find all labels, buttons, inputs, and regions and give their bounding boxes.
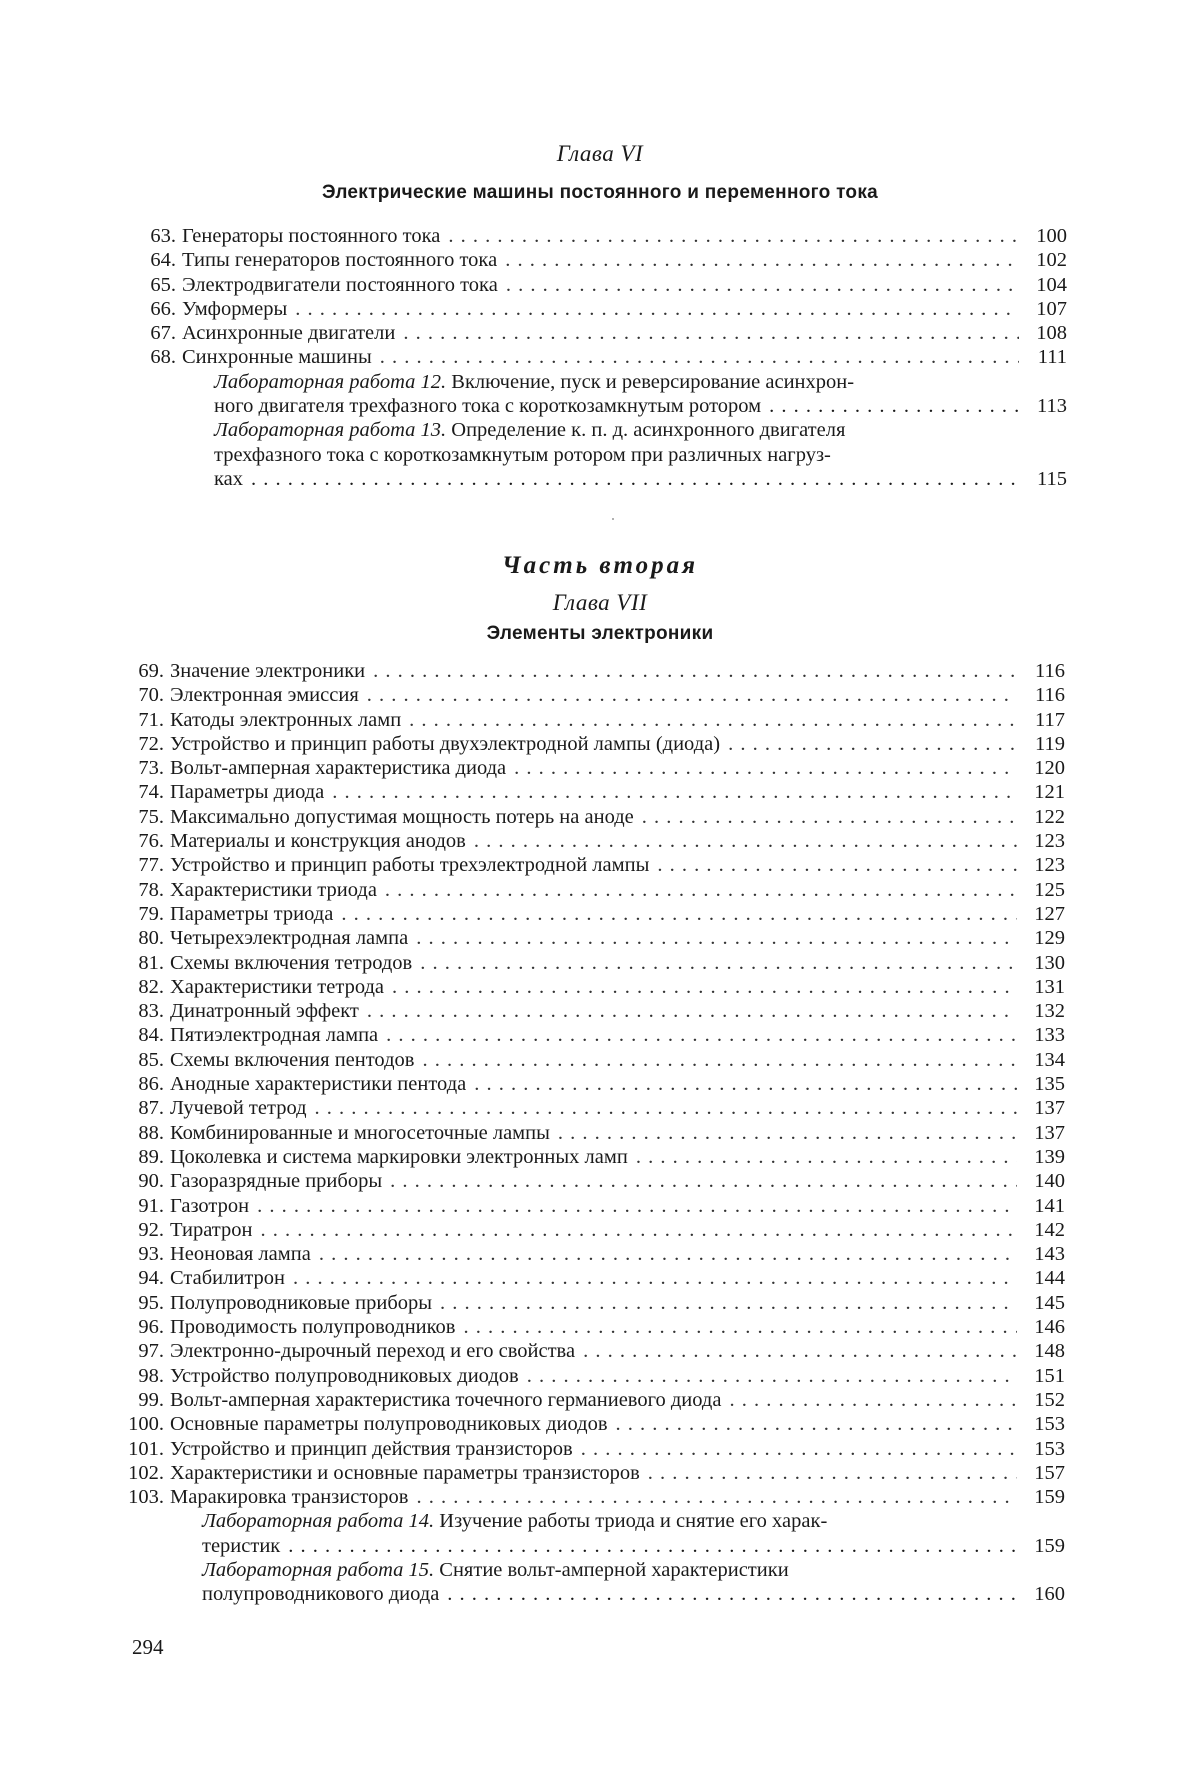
toc-entry-title: Характеристики и основные параметры транзисторов <box>170 1461 640 1484</box>
toc-entry-number: 97. <box>138 1340 164 1363</box>
toc-entry-title: Типы генераторов постоянного тока <box>182 249 498 272</box>
toc-entry-number: 100. <box>128 1413 164 1436</box>
toc-entry[interactable] <box>120 902 1065 926</box>
toc-entry-page: 125 <box>1034 878 1065 901</box>
toc-entry-page: 122 <box>1034 805 1065 828</box>
toc-entry-number: 103. <box>128 1486 164 1509</box>
toc-entry-title: Значение электроники <box>170 660 366 682</box>
toc-entry-title: Газотрон <box>170 1194 250 1217</box>
toc-entry-number: 96. <box>138 1316 164 1339</box>
leader-dots <box>648 1461 1017 1485</box>
chapter-7-title: Элементы электроники <box>486 623 714 644</box>
toc-entry-title: Стабилитрон <box>170 1267 285 1290</box>
toc-entry-title: Устройство и принцип действия транзисторов <box>170 1437 573 1460</box>
toc-entry-title: Лучевой тетрод <box>170 1097 307 1120</box>
toc-entry-title: Электродвигатели постоянного тока <box>182 273 498 296</box>
toc-entry-title: Генераторы постоянного тока <box>182 225 441 247</box>
leader-dots <box>295 297 1019 321</box>
toc-entry-title: Устройство и принцип работы двухэлектродной лампы (диода) <box>170 732 721 755</box>
toc-entry[interactable] <box>120 1315 1065 1339</box>
toc-entry-number: 69. <box>138 660 164 682</box>
leader-dots <box>422 1048 1017 1072</box>
toc-entry-page: 144 <box>1034 1267 1065 1290</box>
lab-work-13[interactable] <box>132 418 1067 491</box>
toc-entry-title: Четырехэлектродная лампа <box>170 927 409 950</box>
lab-line <box>214 394 1067 418</box>
toc-entry-title: Устройство и принцип работы трехэлектродной лампы <box>170 854 650 877</box>
toc-entry-number: 77. <box>138 854 164 877</box>
toc-entry-page: 127 <box>1034 902 1065 925</box>
toc-entry[interactable] <box>120 1412 1065 1436</box>
toc-entry[interactable] <box>132 321 1067 345</box>
toc-entry-page: 116 <box>1035 660 1065 682</box>
toc-entry-page: 159 <box>1034 1486 1065 1509</box>
toc-entry-number: 89. <box>138 1145 164 1168</box>
toc-entry-title: Материалы и конструкция анодов <box>170 830 466 853</box>
toc-entry[interactable] <box>120 829 1065 853</box>
toc-entry-page: 142 <box>1034 1218 1065 1241</box>
toc-entry[interactable] <box>120 780 1065 804</box>
toc-entry-page: 123 <box>1034 830 1065 853</box>
lab-title: Лабораторная работа 13. <box>214 419 447 442</box>
toc-entry-page: 129 <box>1034 927 1065 950</box>
lab-title: Лабораторная работа 14. <box>202 1510 435 1533</box>
toc-entry-page: 137 <box>1034 1097 1065 1120</box>
toc-entry-number: 68. <box>150 346 176 369</box>
toc-entry[interactable] <box>120 708 1065 732</box>
leader-dots <box>474 1072 1017 1096</box>
toc-entry-number: 88. <box>138 1121 164 1144</box>
toc-entry-title: Схемы включения тетродов <box>170 951 413 974</box>
toc-entry[interactable] <box>120 1291 1065 1315</box>
toc-entry-page: 123 <box>1034 854 1065 877</box>
leader-dots <box>392 975 1017 999</box>
toc-entry-number: 94. <box>138 1267 164 1290</box>
toc-entry[interactable] <box>120 999 1065 1023</box>
toc-entry-title: Вольт-амперная характеристика точечного германиевого диода <box>170 1388 722 1411</box>
leader-dots <box>581 1437 1017 1461</box>
toc-entry-number: 67. <box>150 322 176 345</box>
toc-entry-number: 91. <box>138 1194 164 1217</box>
leader-dots <box>527 1364 1017 1388</box>
toc-entry-number: 82. <box>138 975 164 998</box>
toc-entry[interactable] <box>120 1218 1065 1242</box>
toc-entry-number: 64. <box>150 249 176 272</box>
lab-title: Лабораторная работа 12. <box>214 370 447 393</box>
chapter-7-toc <box>120 659 1065 1607</box>
toc-entry-page: 121 <box>1034 781 1065 804</box>
toc-entry-number: 99. <box>138 1388 164 1411</box>
leader-dots <box>257 1194 1017 1218</box>
toc-entry[interactable] <box>132 273 1067 297</box>
toc-entry-title: Максимально допустимая мощность потерь на аноде <box>170 805 634 828</box>
toc-entry[interactable] <box>120 1145 1065 1169</box>
toc-entry-number: 75. <box>138 805 164 828</box>
toc-entry-number: 81. <box>138 951 164 974</box>
toc-entry-title: Электронная эмиссия <box>170 684 359 707</box>
lab-title: Лабораторная работа 15. <box>202 1558 435 1581</box>
lab-page: 113 <box>1037 395 1067 418</box>
toc-entry-title: Проводимость полупроводников <box>170 1316 456 1339</box>
leader-dots <box>416 1485 1017 1509</box>
leader-dots <box>319 1242 1017 1266</box>
toc-entry-title: Анодные характеристики пентода <box>170 1073 467 1096</box>
toc-entry-title: Характеристики триода <box>170 878 377 901</box>
toc-entry[interactable] <box>120 951 1065 975</box>
toc-entry-page: 108 <box>1036 322 1067 345</box>
toc-entry-title: Синхронные машины <box>182 346 372 369</box>
toc-entry[interactable] <box>120 1339 1065 1363</box>
toc-entry-number: 98. <box>138 1364 164 1387</box>
leader-dots <box>474 829 1017 853</box>
lab-text: Включение, пуск и реверсирование асинхрон- <box>451 370 855 393</box>
chapter-7-label: Глава VII <box>552 590 648 615</box>
lab-text: теристик <box>202 1534 281 1557</box>
toc-entry-page: 107 <box>1036 297 1067 320</box>
leader-dots <box>251 467 1019 491</box>
toc-entry-page: 100 <box>1036 225 1067 247</box>
toc-entry-title: Основные параметры полупроводниковых диодов <box>170 1413 608 1436</box>
toc-entry-page: 135 <box>1034 1073 1065 1096</box>
toc-entry-page: 143 <box>1034 1243 1065 1266</box>
leader-dots <box>505 248 1019 272</box>
toc-entry-page: 134 <box>1034 1048 1065 1071</box>
toc-entry-page: 119 <box>1035 732 1065 755</box>
lab-work-14[interactable] <box>120 1509 1065 1558</box>
toc-entry[interactable] <box>120 878 1065 902</box>
toc-entry[interactable] <box>120 1388 1065 1412</box>
leader-dots <box>416 926 1017 950</box>
toc-entry-page: 117 <box>1035 708 1065 731</box>
toc-entry[interactable] <box>120 853 1065 877</box>
leader-dots <box>367 999 1017 1023</box>
toc-entry[interactable] <box>120 1048 1065 1072</box>
toc-entry[interactable] <box>120 659 1065 683</box>
toc-entry-number: 102. <box>128 1461 164 1484</box>
print-speck <box>612 518 614 520</box>
leader-dots <box>448 224 1019 248</box>
leader-dots <box>420 951 1017 975</box>
lab-work-12[interactable] <box>132 370 1067 419</box>
toc-entry[interactable] <box>120 1072 1065 1096</box>
toc-entry-number: 78. <box>138 878 164 901</box>
leader-dots <box>409 708 1017 732</box>
toc-entry-title: Полупроводниковые приборы <box>170 1291 433 1314</box>
lab-text: полупроводникового диода <box>202 1583 440 1606</box>
toc-entry[interactable] <box>132 345 1067 369</box>
toc-entry-number: 87. <box>138 1097 164 1120</box>
toc-entry-page: 151 <box>1034 1364 1065 1387</box>
leader-dots <box>293 1266 1017 1290</box>
lab-text: Определение к. п. д. асинхронного двигателя <box>451 419 846 442</box>
toc-entry-number: 84. <box>138 1024 164 1047</box>
toc-entry[interactable] <box>120 1023 1065 1047</box>
leader-dots <box>464 1315 1018 1339</box>
leader-dots <box>367 683 1017 707</box>
leader-dots <box>260 1218 1017 1242</box>
toc-entry-title: Электронно-дырочный переход и его свойства <box>170 1340 576 1363</box>
leader-dots <box>386 1023 1017 1047</box>
toc-entry[interactable] <box>120 805 1065 829</box>
toc-entry-number: 80. <box>138 927 164 950</box>
toc-entry-title: Неоновая лампа <box>170 1243 311 1266</box>
part-2-title: Часть вторая <box>501 552 699 579</box>
leader-dots <box>288 1534 1017 1558</box>
leader-dots <box>616 1412 1017 1436</box>
toc-entry-number: 66. <box>150 297 176 320</box>
toc-entry[interactable] <box>120 1485 1065 1509</box>
toc-entry[interactable] <box>120 1242 1065 1266</box>
leader-dots <box>514 756 1017 780</box>
toc-entry-number: 72. <box>138 732 164 755</box>
leader-dots <box>390 1169 1017 1193</box>
leader-dots <box>558 1121 1017 1145</box>
chapter-6-title: Электрические машины постоянного и переменного тока <box>321 182 879 203</box>
toc-entry-number: 101. <box>128 1437 164 1460</box>
lab-page: 159 <box>1034 1534 1065 1557</box>
toc-entry-title: Вольт-амперная характеристика диода <box>170 757 507 780</box>
toc-entry[interactable] <box>132 297 1067 321</box>
leader-dots <box>636 1145 1017 1169</box>
toc-entry-title: Цоколевка и система маркировки электронных ламп <box>170 1145 628 1168</box>
toc-entry-number: 65. <box>150 273 176 296</box>
leader-dots <box>728 732 1017 756</box>
toc-entry[interactable] <box>120 756 1065 780</box>
leader-dots <box>769 394 1019 418</box>
lab-line <box>202 1558 1065 1582</box>
leader-dots <box>315 1096 1017 1120</box>
toc-entry-page: 132 <box>1034 1000 1065 1023</box>
lab-line <box>202 1509 1065 1533</box>
toc-entry-title: Газоразрядные приборы <box>170 1170 383 1193</box>
toc-entry-page: 111 <box>1037 346 1067 369</box>
toc-entry-page: 133 <box>1034 1024 1065 1047</box>
leader-dots <box>385 878 1017 902</box>
toc-entry[interactable] <box>120 732 1065 756</box>
toc-entry-page: 153 <box>1034 1437 1065 1460</box>
lab-text: ного двигателя трехфазного тока с короткозамкнутым ротором <box>214 395 762 418</box>
toc-entry[interactable] <box>120 683 1065 707</box>
toc-entry-page: 137 <box>1034 1121 1065 1144</box>
lab-text: Снятие вольт-амперной характеристики <box>439 1558 789 1581</box>
toc-entry[interactable] <box>120 1121 1065 1145</box>
toc-entry-title: Динатронный эффект <box>170 1000 359 1023</box>
toc-entry[interactable] <box>120 1096 1065 1120</box>
leader-dots <box>373 659 1017 683</box>
lab-line <box>202 1582 1065 1606</box>
toc-entry[interactable] <box>132 248 1067 272</box>
toc-entry-number: 71. <box>138 708 164 731</box>
toc-entry[interactable] <box>132 224 1067 248</box>
toc-entry-number: 92. <box>138 1218 164 1241</box>
toc-entry-title: Тиратрон <box>170 1218 253 1241</box>
toc-entry-number: 74. <box>138 781 164 804</box>
toc-entry-title: Комбинированные и многосеточные лампы <box>170 1121 550 1144</box>
toc-entry-page: 153 <box>1034 1413 1065 1436</box>
lab-line <box>214 418 1067 442</box>
toc-entry[interactable] <box>120 1169 1065 1193</box>
toc-entry-page: 148 <box>1034 1340 1065 1363</box>
toc-entry-title: Катоды электронных ламп <box>170 708 402 731</box>
toc-entry-title: Пятиэлектродная лампа <box>170 1024 379 1047</box>
lab-text: ках <box>214 467 243 490</box>
leader-dots <box>440 1291 1017 1315</box>
lab-text: трехфазного тока с короткозамкнутым ротором при различных нагруз- <box>214 443 831 466</box>
page-number: 294 <box>132 1635 164 1659</box>
toc-entry-page: 145 <box>1034 1291 1065 1314</box>
leader-dots <box>583 1339 1017 1363</box>
leader-dots <box>506 273 1019 297</box>
leader-dots <box>447 1582 1017 1606</box>
toc-entry[interactable] <box>120 1194 1065 1218</box>
toc-entry-title: Асинхронные двигатели <box>182 322 396 345</box>
toc-entry-page: 120 <box>1034 757 1065 780</box>
toc-entry-title: Маракировка транзисторов <box>170 1486 409 1509</box>
toc-entry[interactable] <box>120 1364 1065 1388</box>
leader-dots <box>729 1388 1017 1412</box>
toc-entry-page: 152 <box>1034 1388 1065 1411</box>
toc-entry-number: 86. <box>138 1073 164 1096</box>
toc-entry-page: 102 <box>1036 249 1067 272</box>
toc-entry[interactable] <box>120 1437 1065 1461</box>
toc-entry-number: 73. <box>138 757 164 780</box>
lab-text: Изучение работы триода и снятие его харак- <box>439 1510 828 1533</box>
lab-line <box>214 467 1067 491</box>
chapter-6-toc <box>132 224 1067 491</box>
toc-entry[interactable] <box>120 1461 1065 1485</box>
toc-entry-number: 79. <box>138 902 164 925</box>
leader-dots <box>403 321 1019 345</box>
toc-entry-title: Схемы включения пентодов <box>170 1048 415 1071</box>
leader-dots <box>332 780 1017 804</box>
toc-entry-page: 130 <box>1034 951 1065 974</box>
toc-entry-number: 90. <box>138 1170 164 1193</box>
lab-work-15[interactable] <box>120 1558 1065 1607</box>
leader-dots <box>380 345 1019 369</box>
leader-dots <box>642 805 1017 829</box>
toc-entry-title: Характеристики тетрода <box>170 975 385 998</box>
toc-entry-page: 104 <box>1036 273 1067 296</box>
toc-entry-number: 95. <box>138 1291 164 1314</box>
toc-entry[interactable] <box>120 975 1065 999</box>
lab-line <box>214 443 1067 467</box>
toc-entry-number: 85. <box>138 1048 164 1071</box>
chapter-6-label: Глава VI <box>556 141 644 166</box>
toc-entry-page: 157 <box>1034 1461 1065 1484</box>
toc-entry-page: 116 <box>1035 684 1065 707</box>
toc-entry-number: 63. <box>150 225 176 247</box>
toc-entry-title: Умформеры <box>182 297 288 320</box>
toc-entry[interactable] <box>120 1266 1065 1290</box>
toc-entry-number: 76. <box>138 830 164 853</box>
toc-entry-page: 139 <box>1034 1145 1065 1168</box>
lab-page: 160 <box>1034 1583 1065 1606</box>
toc-entry-number: 83. <box>138 1000 164 1023</box>
leader-dots <box>341 902 1017 926</box>
toc-entry-title: Параметры диода <box>170 781 325 804</box>
toc-entry-number: 93. <box>138 1243 164 1266</box>
toc-entry-page: 131 <box>1034 975 1065 998</box>
lab-line <box>202 1534 1065 1558</box>
lab-line <box>214 370 1067 394</box>
toc-entry-page: 140 <box>1034 1170 1065 1193</box>
lab-page: 115 <box>1037 467 1067 490</box>
toc-entry-page: 146 <box>1034 1316 1065 1339</box>
toc-entry[interactable] <box>120 926 1065 950</box>
toc-entry-number: 70. <box>138 684 164 707</box>
leader-dots <box>657 853 1017 877</box>
toc-entry-title: Устройство полупроводниковых диодов <box>170 1364 519 1387</box>
toc-entry-title: Параметры триода <box>170 902 334 925</box>
toc-entry-page: 141 <box>1034 1194 1065 1217</box>
